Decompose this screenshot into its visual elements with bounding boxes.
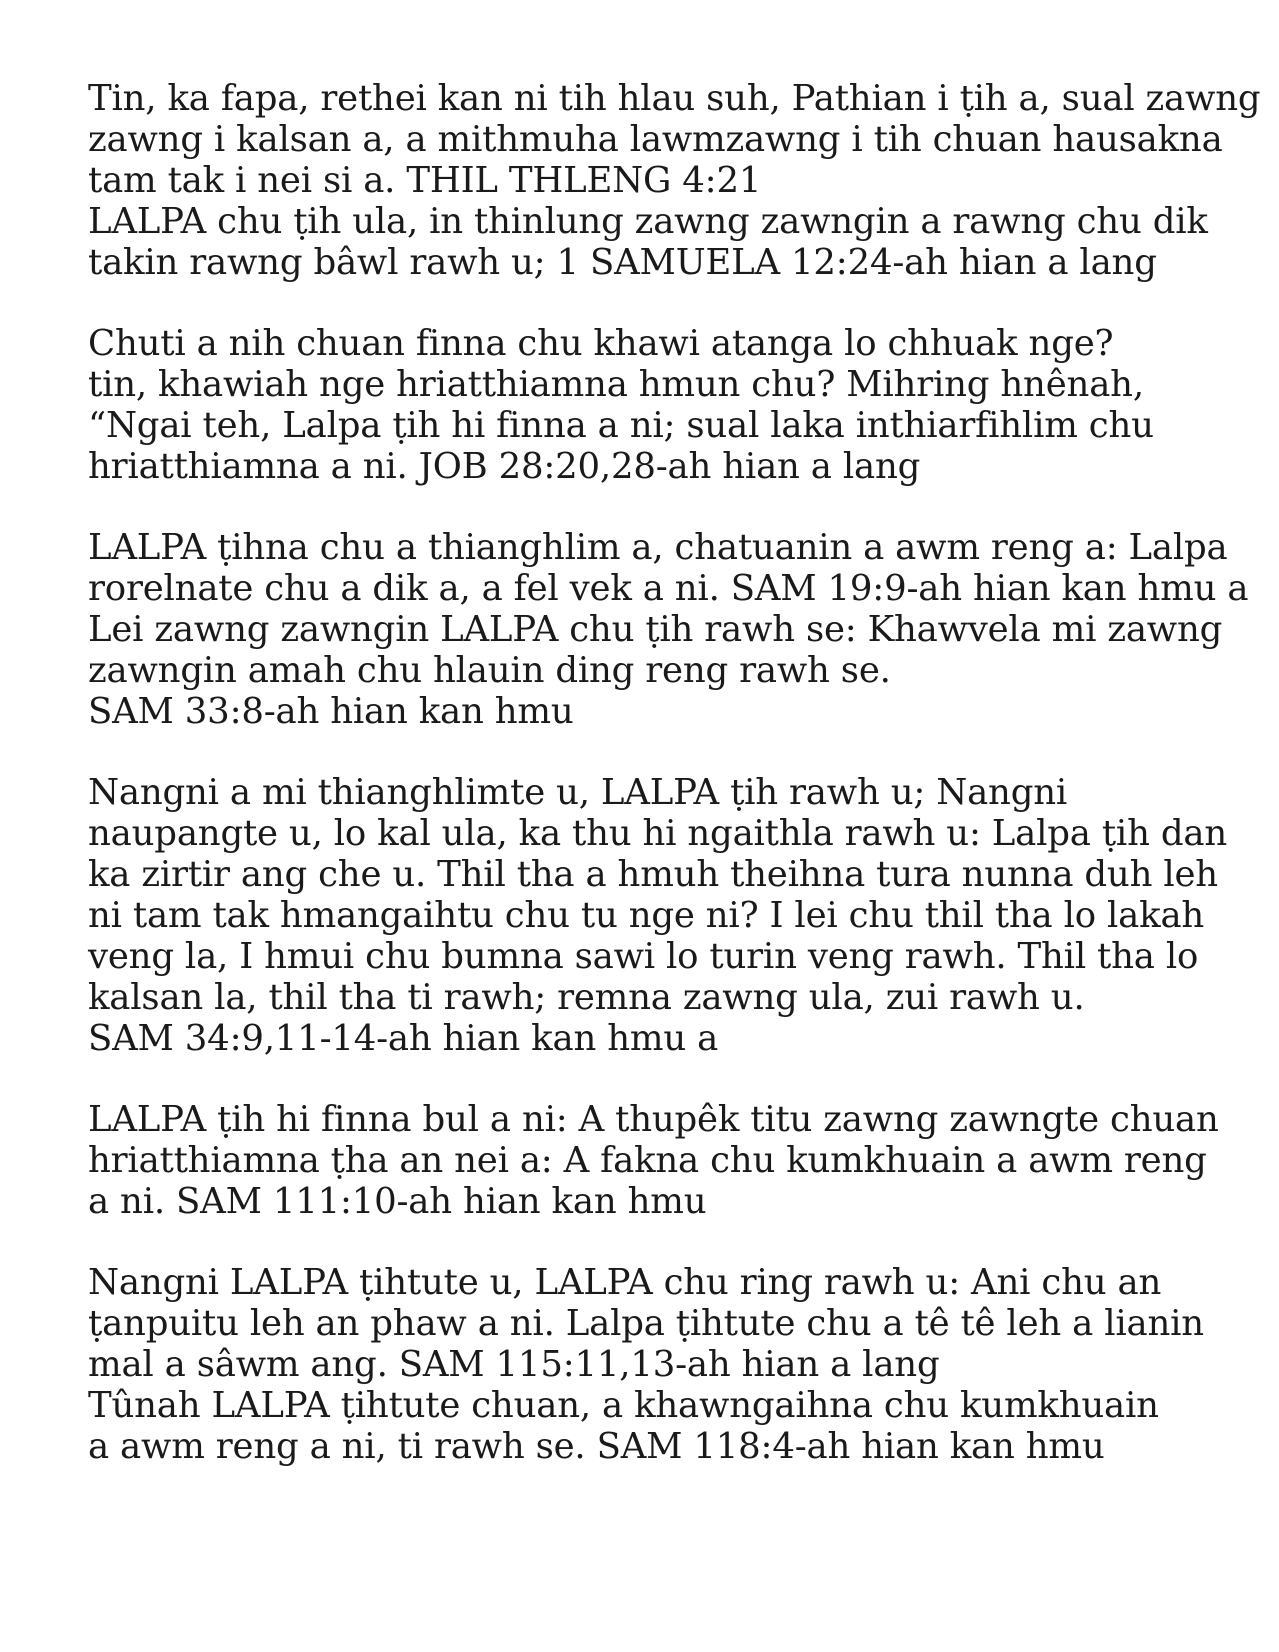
paragraph-6 (88, 1262, 1208, 1467)
text-line: kalsan la, thil tha ti rawh; remna zawng ula, zui rawh u. (88, 977, 1085, 1018)
text-line: ka zirtir ang che u. Thil tha a hmuh theihna tura nunna duh leh (88, 854, 1218, 895)
text-line: ni tam tak hmangaihtu chu tu nge ni? I lei chu thil tha lo lakah (88, 895, 1205, 936)
text-line: tam tak i nei si a. THIL THLENG 4:21 (88, 160, 762, 201)
text-line: Tûnah LALPA ṭihtute chuan, a khawngaihna chu kumkhuain (88, 1385, 1159, 1426)
text-line: mal a sâwm ang. SAM 115:11,13-ah hian a lang (88, 1344, 940, 1385)
text-line: rorelnate chu a dik a, a fel vek a ni. SAM 19:9-ah hian kan hmu a (88, 568, 1249, 609)
text-line: a awm reng a ni, ti rawh se. SAM 118:4-ah hian kan hmu (88, 1426, 1105, 1467)
text-line: hriatthiamna ṭha an nei a: A fakna chu kumkhuain a awm reng (88, 1140, 1207, 1181)
text-line: Tin, ka fapa, rethei kan ni tih hlau suh, Pathian i ṭih a, sual zawng (88, 78, 1261, 119)
text-line: zawng i kalsan a, a mithmuha lawmzawng i tih chuan hausakna (88, 119, 1223, 160)
text-line: Lei zawng zawngin LALPA chu ṭih rawh se: Khawvela mi zawng (88, 609, 1223, 650)
paragraph-5 (88, 1099, 1219, 1222)
text-line: LALPA ṭih hi finna bul a ni: A thupêk titu zawng zawngte chuan (88, 1099, 1219, 1140)
text-line: takin rawng bâwl rawh u; 1 SAMUELA 12:24-ah hian a lang (88, 242, 1157, 283)
text-line: SAM 33:8-ah hian kan hmu (88, 691, 574, 732)
paragraph-2 (88, 323, 1208, 487)
text-line: LALPA ṭihna chu a thianghlim a, chatuanin a awm reng a: Lalpa (88, 527, 1228, 568)
text-line: LALPA chu ṭih ula, in thinlung zawng zawngin a rawng chu dik (88, 201, 1208, 242)
text-line: Nangni LALPA ṭihtute u, LALPA chu ring rawh u: Ani chu an (88, 1262, 1162, 1303)
text-line: veng la, I hmui chu bumna sawi lo turin veng rawh. Thil tha lo (88, 936, 1199, 977)
text-line: a ni. SAM 111:10-ah hian kan hmu (88, 1181, 707, 1222)
text-line: hriatthiamna a ni. JOB 28:20,28-ah hian a lang (88, 446, 921, 487)
text-line: ṭanpuitu leh an phaw a ni. Lalpa ṭihtute chu a tê tê leh a lianin (88, 1303, 1204, 1344)
paragraph-4 (88, 772, 1227, 1059)
text-line: Nangni a mi thianghlimte u, LALPA ṭih rawh u; Nangni (88, 772, 1068, 813)
paragraph-1 (88, 78, 1261, 283)
text-line: naupangte u, lo kal ula, ka thu hi ngaithla rawh u: Lalpa ṭih dan (88, 813, 1227, 854)
text-line: Chuti a nih chuan finna chu khawi atanga lo chhuak nge? (88, 323, 1114, 364)
text-line: tin, khawiah nge hriatthiamna hmun chu? Mihring hnênah, (88, 364, 1144, 405)
document-page (88, 78, 1261, 1507)
text-line: “Ngai teh, Lalpa ṭih hi finna a ni; sual laka inthiarfihlim chu (88, 405, 1154, 446)
text-line: SAM 34:9,11-14-ah hian kan hmu a (88, 1018, 719, 1059)
paragraph-3 (88, 527, 1249, 732)
text-line: zawngin amah chu hlauin ding reng rawh se. (88, 650, 891, 691)
